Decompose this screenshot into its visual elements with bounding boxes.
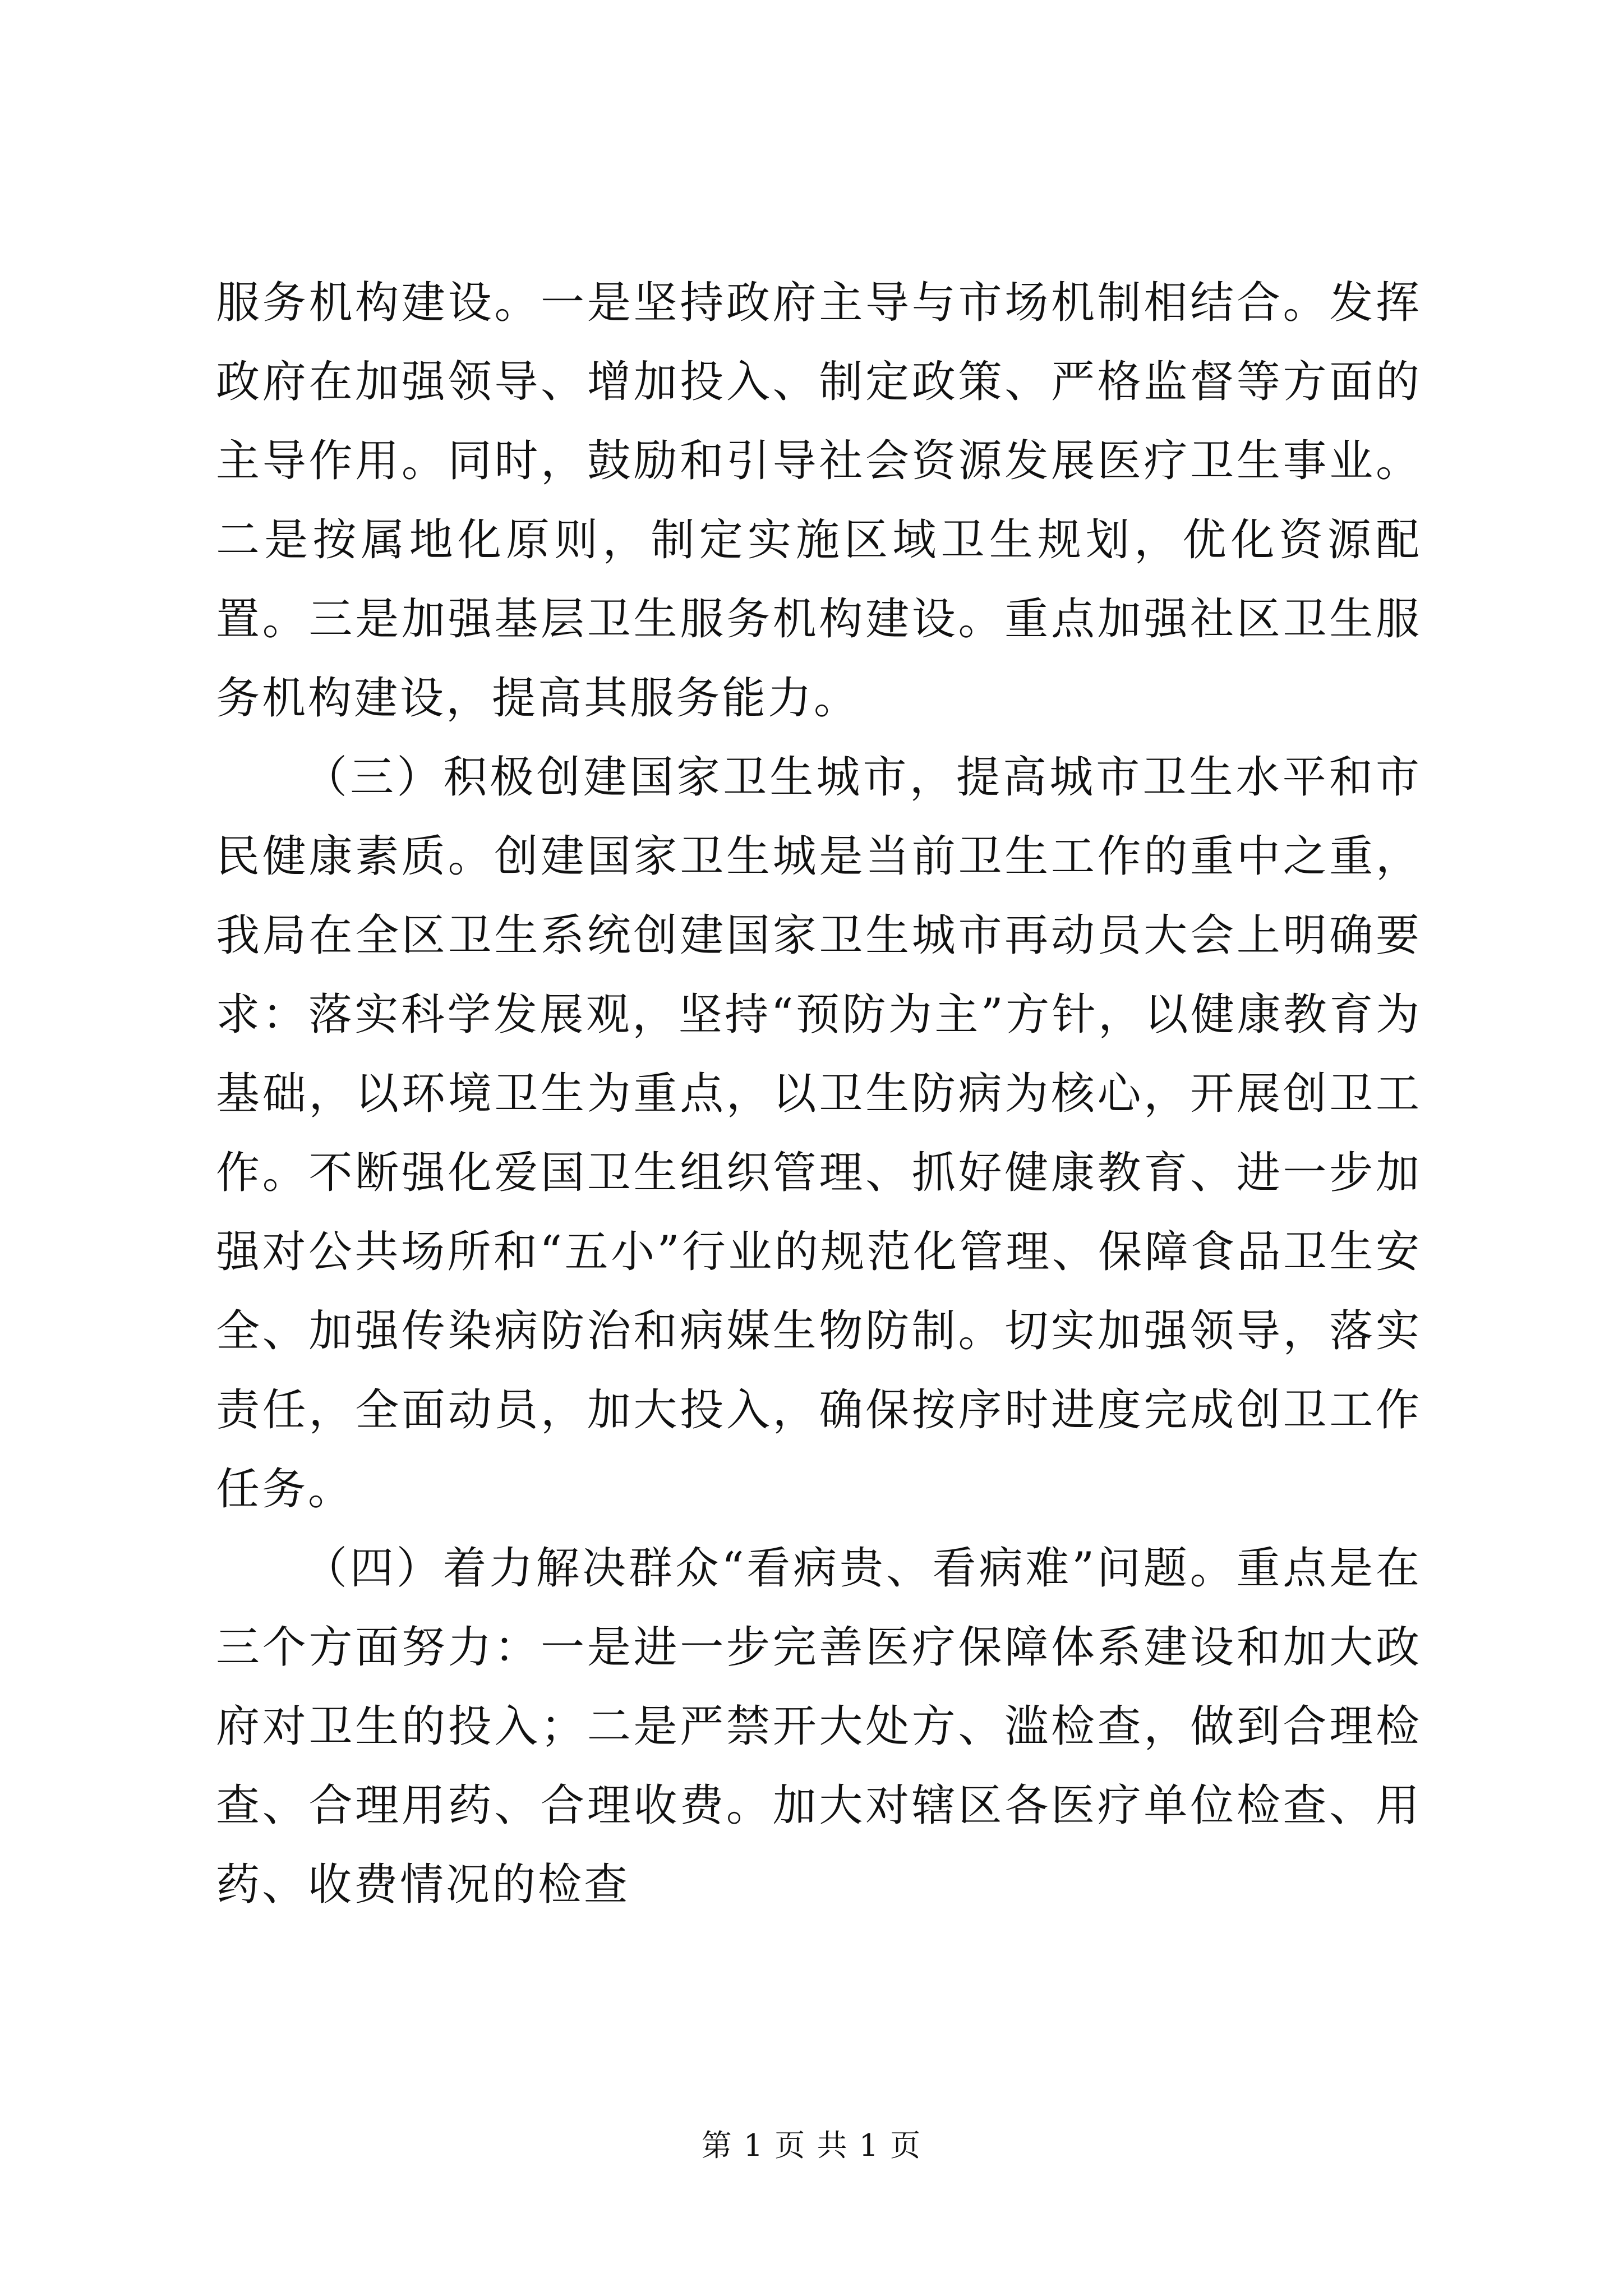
paragraph-2: （三）积极创建国家卫生城市，提高城市卫生水平和市民健康素质。创建国家卫生城是当前卫生工作的重中之重，我局在全区卫生系统创建国家卫生城市再动员大会上明确要求：落实科学发展观，坚持“预防为主”方针，以健康教育为基础，以环境卫生为重点，以卫生防病为核心，开展创卫工作。不断强化爱国卫生组织管理、抓好健康教育、进一步加强对公共场所和“五小”行业的规范化管理、保障食品卫生安全、加强传染病防治和病媒生物防制。切实加强领导，落实责任，全面动员，加大投入，确保按序时进度完成创卫工作任务。: [216, 752, 1422, 1515]
document-body: [216, 264, 1422, 1925]
paragraph-3: （四）着力解决群众“看病贵、看病难”问题。重点是在三个方面努力：一是进一步完善医疗保障体系建设和加大政府对卫生的投入；二是严禁开大处方、滥检查，做到合理检查、合理用药、合理收费。加大对辖区各医疗单位检查、用药、收费情况的检查: [216, 1543, 1422, 1910]
page-footer: 第 1 页 共 1 页: [701, 2128, 922, 2163]
paragraph-1: 服务机构建设。一是坚持政府主导与市场机制相结合。发挥政府在加强领导、增加投入、制定政策、严格监督等方面的主导作用。同时，鼓励和引导社会资源发展医疗卫生事业。二是按属地化原则，制定实施区域卫生规划，优化资源配置。三是加强基层卫生服务机构建设。重点加强社区卫生服务机构建设，提高其服务能力。: [216, 278, 1422, 724]
